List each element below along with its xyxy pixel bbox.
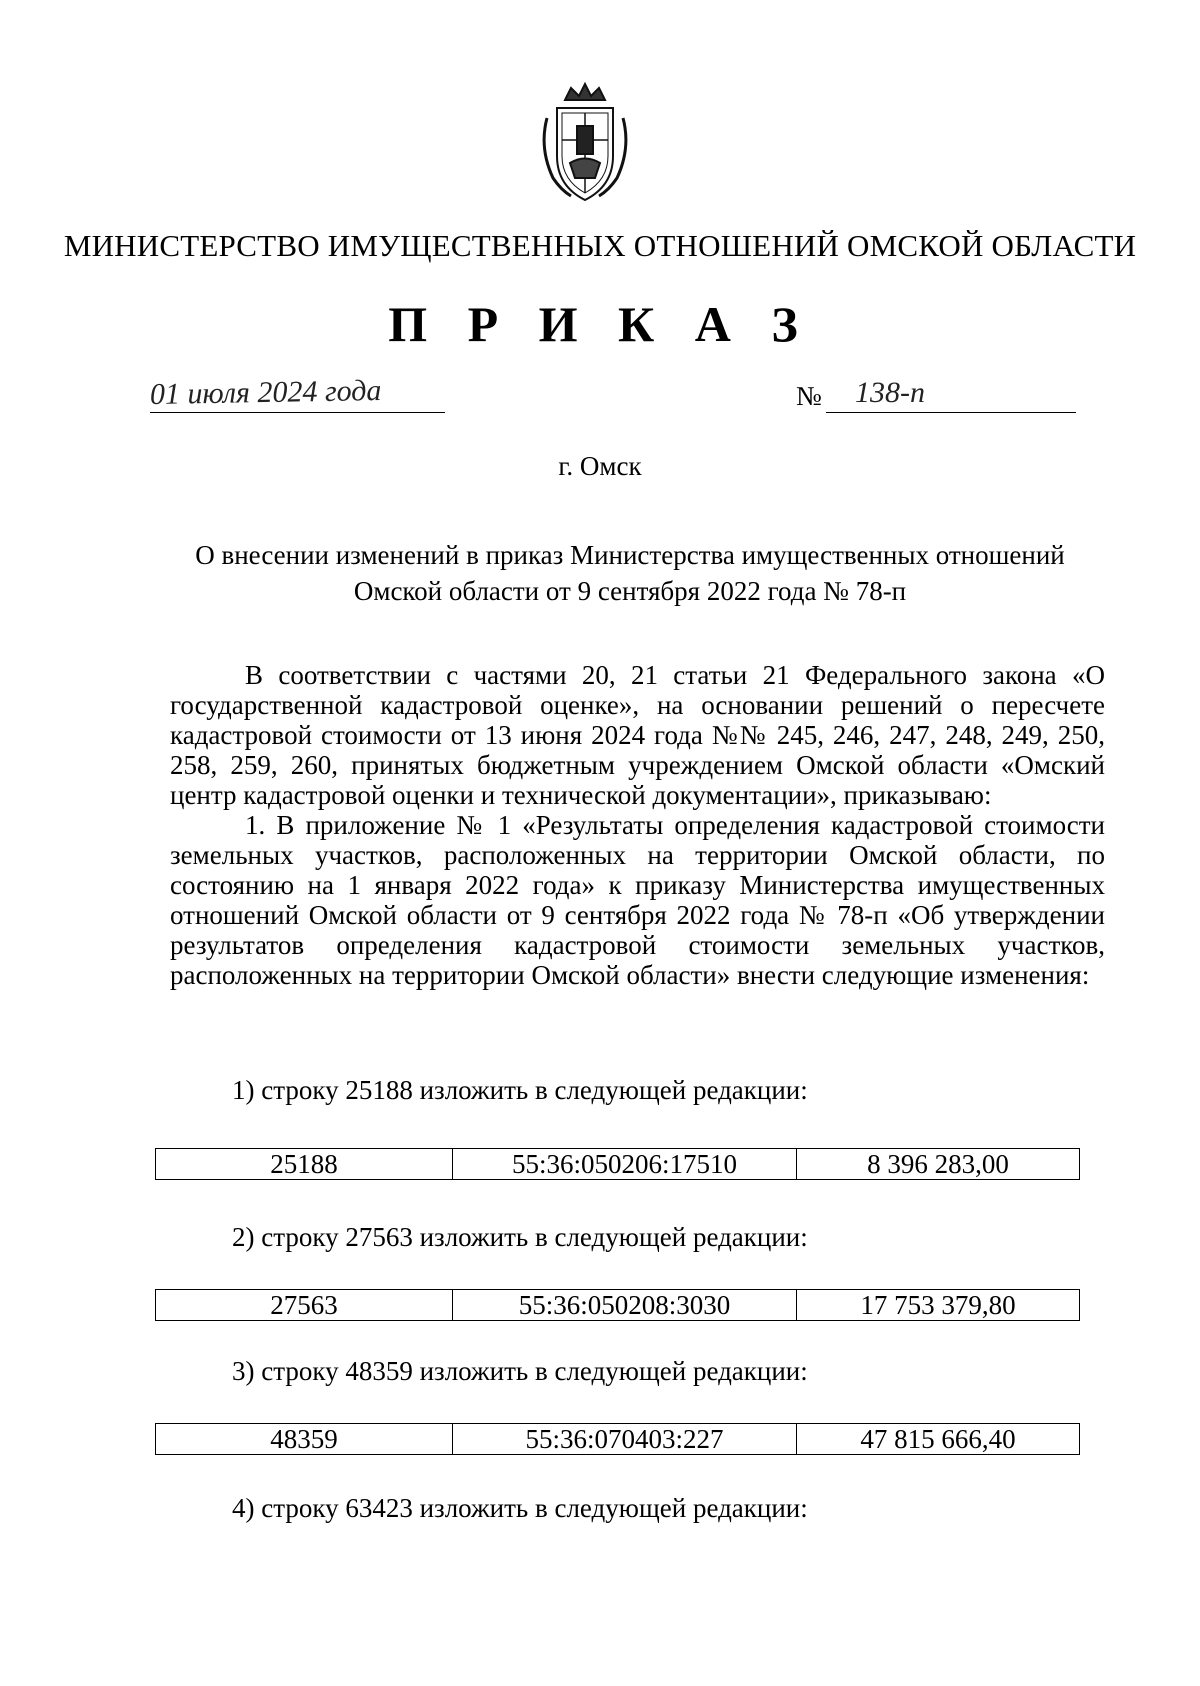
item-4-label: 4) строку 63423 изложить в следующей редакции: [232,1493,808,1523]
subject-line-1: О внесении изменений в приказ Министерства имущественных отношений [195,540,1065,570]
coat-of-arms-emblem [535,78,635,208]
body-paragraph-2: 1. В приложение № 1 «Результаты определения кадастровой стоимости земельных участков, расположенных на территории Омской области, по состоянию на 1 января 2022 года» к приказу Министерства имущественных отношений Омской области от 9 сентября 2022 года № 78-п «Об утверждении результатов определения кадастровой стоимости земельных участков, расположенных на территории Омской области» внести следующие изменения: [170,810,1105,990]
handwritten-date: 01 июля 2024 года [149,373,382,412]
date-underline [150,412,445,413]
subject-line-2: Омской области от 9 сентября 2022 года № 78-п [353,576,907,606]
document-subject [150,537,1110,609]
item-2-label: 2) строку 27563 изложить в следующей редакции: [232,1222,808,1252]
document-title: П Р И К А З [388,296,812,352]
cadastral-number-cell: 55:36:070403:227 [453,1424,797,1454]
handwritten-number: 138-п [855,376,925,409]
number-sign: № [796,381,822,411]
document-body [170,660,1105,990]
row-number-cell: 27563 [156,1290,453,1320]
cadastral-value-cell: 47 815 666,40 [860,1423,1016,1454]
body-paragraph-1: В соответствии с частями 20, 21 статьи 21 Федерального закона «О государственной кадастровой оценке», на основании решений о пересчете кадастровой стоимости от 13 июня 2024 года №№ 245, 246, 247, 248, 249, 250, 258, 259, 260, принятых бюджетным учреждением Омской области «Омский центр кадастровой оценки и технической документации», приказываю: [170,660,1105,810]
row-number-cell: 25188 [156,1149,453,1179]
row-number-cell: 48359 [156,1424,453,1454]
cadastral-number-cell: 55:36:050208:3030 [453,1290,797,1320]
cadastral-value-cell: 8 396 283,00 [867,1148,1009,1179]
cadastral-value-cell: 17 753 379,80 [860,1289,1016,1320]
table-row [155,1423,1080,1455]
table-row [155,1289,1080,1321]
city: г. Омск [558,451,642,481]
table-row [155,1148,1080,1180]
item-3-label: 3) строку 48359 изложить в следующей редакции: [232,1356,808,1386]
number-underline [826,412,1076,413]
ministry-name: МИНИСТЕРСТВО ИМУЩЕСТВЕННЫХ ОТНОШЕНИЙ ОМСКОЙ ОБЛАСТИ [63,228,1137,263]
item-1-label: 1) строку 25188 изложить в следующей редакции: [232,1075,808,1105]
cadastral-number-cell: 55:36:050206:17510 [453,1149,797,1179]
